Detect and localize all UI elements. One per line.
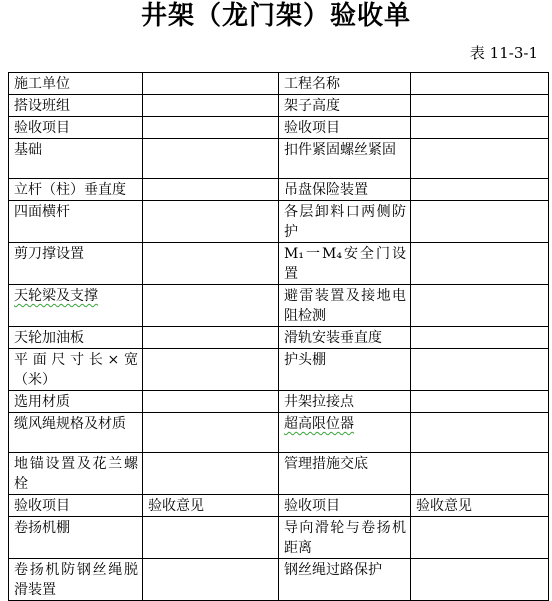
table-row <box>9 453 549 495</box>
table-row <box>9 517 549 559</box>
table-row <box>9 413 549 453</box>
value-cell[interactable] <box>411 201 549 243</box>
value-cell[interactable] <box>143 327 279 349</box>
value-cell[interactable] <box>143 559 279 601</box>
row-label-right: 验收项目 <box>279 117 411 139</box>
row-label-left: 四面横杆 <box>9 201 143 243</box>
value-cell[interactable] <box>143 517 279 559</box>
table-number: 表 11-3-1 <box>469 44 538 62</box>
row-label-right: 吊盘保险装置 <box>279 179 411 201</box>
subheader-opinion-right: 验收意见 <box>411 495 549 517</box>
row-label-right: 扣件紧固螺丝紧固 <box>279 139 411 179</box>
value-cell[interactable] <box>143 453 279 495</box>
value-cell[interactable] <box>411 391 549 413</box>
row-label-left: 基础 <box>9 139 143 179</box>
subheader-opinion-left: 验收意见 <box>143 495 279 517</box>
table-row <box>9 285 549 327</box>
row-label-right: 滑轨安装垂直度 <box>279 327 411 349</box>
row-label-right: 工程名称 <box>279 73 411 95</box>
page-title: 井架（龙门架）验收单 <box>140 1 411 31</box>
value-cell[interactable] <box>411 95 549 117</box>
table-row <box>9 73 549 95</box>
value-cell[interactable] <box>411 179 549 201</box>
table-row <box>9 117 549 139</box>
value-cell[interactable] <box>143 413 279 453</box>
value-cell[interactable] <box>143 139 279 179</box>
row-label-left: 缆风绳规格及材质 <box>9 413 143 453</box>
row-label-left: 地锚设置及花兰螺栓 <box>9 453 143 495</box>
table-row <box>9 179 549 201</box>
row-label-left: 验收项目 <box>9 117 143 139</box>
row-label-text: 超高限位器 <box>284 416 354 432</box>
value-cell[interactable] <box>143 73 279 95</box>
value-cell[interactable] <box>143 201 279 243</box>
row-label-right: 井架拉接点 <box>279 391 411 413</box>
row-label-right <box>279 413 411 453</box>
value-cell[interactable] <box>411 327 549 349</box>
row-label-right: 护头棚 <box>279 349 411 391</box>
row-label-left: 搭设班组 <box>9 95 143 117</box>
value-cell[interactable] <box>143 285 279 327</box>
value-cell[interactable] <box>411 285 549 327</box>
table-row <box>9 349 549 391</box>
row-label-left: 立杆（柱）垂直度 <box>9 179 143 201</box>
value-cell[interactable] <box>143 179 279 201</box>
row-label-left: 卷扬机棚 <box>9 517 143 559</box>
row-label-left: 平面尺寸长×宽（米） <box>9 349 143 391</box>
value-cell[interactable] <box>143 95 279 117</box>
row-label-text: 天轮梁及支撑 <box>14 288 98 304</box>
row-label-left: 天轮加油板 <box>9 327 143 349</box>
row-label-right: 管理措施交底 <box>279 453 411 495</box>
row-label-right: 避雷装置及接地电阻检测 <box>279 285 411 327</box>
table-subheader-row <box>9 495 549 517</box>
row-label-right: 架子高度 <box>279 95 411 117</box>
row-label-left: 施工单位 <box>9 73 143 95</box>
row-label-right: 钢丝绳过路保护 <box>279 559 411 601</box>
table-row <box>9 139 549 179</box>
value-cell[interactable] <box>411 349 549 391</box>
table-row <box>9 95 549 117</box>
row-label-right: M₁一M₄安全门设置 <box>279 243 411 285</box>
table-row <box>9 327 549 349</box>
subheader-item-right: 验收项目 <box>279 495 411 517</box>
value-cell[interactable] <box>411 413 549 453</box>
table-row <box>9 243 549 285</box>
value-cell[interactable] <box>411 453 549 495</box>
row-label-right: 各层卸料口两侧防护 <box>279 201 411 243</box>
table-row <box>9 391 549 413</box>
value-cell[interactable] <box>143 349 279 391</box>
value-cell[interactable] <box>411 139 549 179</box>
table-row <box>9 201 549 243</box>
value-cell[interactable] <box>411 517 549 559</box>
row-label-left <box>9 285 143 327</box>
value-cell[interactable] <box>411 559 549 601</box>
value-cell[interactable] <box>411 243 549 285</box>
value-cell[interactable] <box>143 391 279 413</box>
inspection-table <box>8 72 549 601</box>
table-row <box>9 559 549 601</box>
row-label-left: 选用材质 <box>9 391 143 413</box>
value-cell[interactable] <box>411 73 549 95</box>
row-label-left: 卷扬机防钢丝绳脱滑装置 <box>9 559 143 601</box>
value-cell[interactable] <box>143 243 279 285</box>
value-cell[interactable] <box>143 117 279 139</box>
row-label-right: 导向滑轮与卷扬机距离 <box>279 517 411 559</box>
subheader-item-left: 验收项目 <box>9 495 143 517</box>
row-label-left: 剪刀撑设置 <box>9 243 143 285</box>
value-cell[interactable] <box>411 117 549 139</box>
